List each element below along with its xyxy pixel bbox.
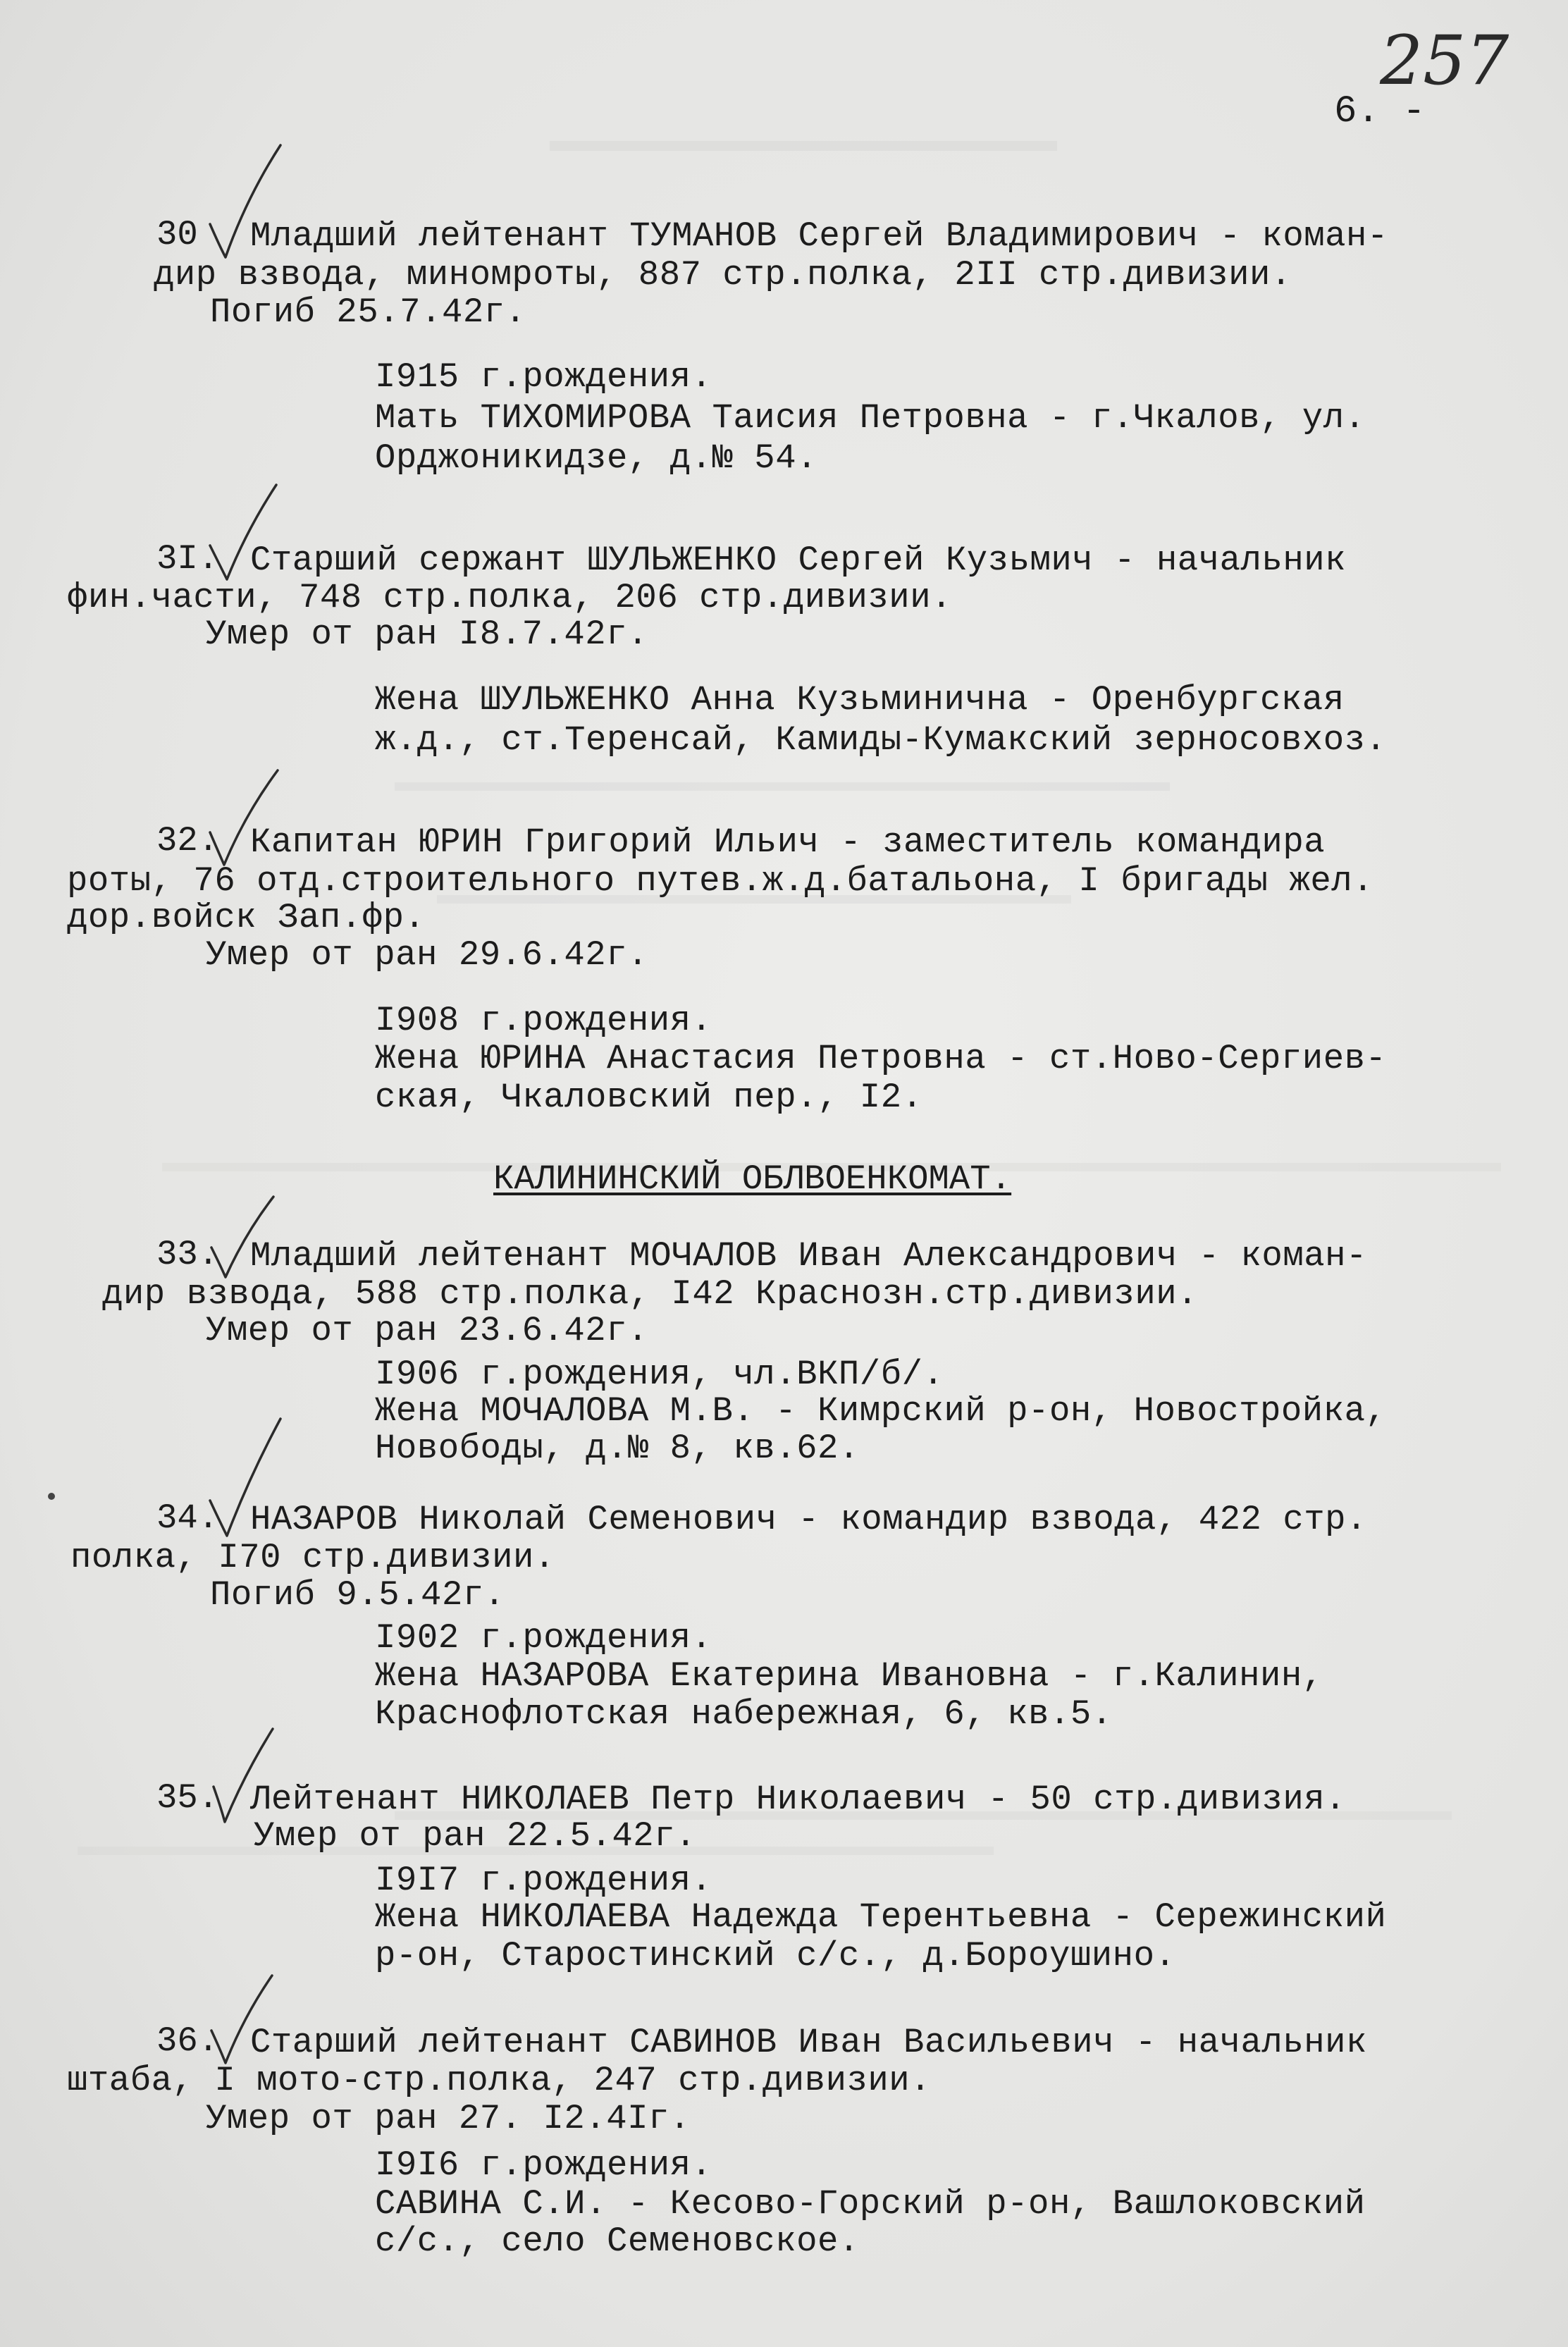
section-heading: КАЛИНИНСКИЙ ОБЛВОЕНКОМАТ. (493, 1159, 1012, 1199)
entry-line: Жена ШУЛЬЖЕНКО Анна Кузьминична - Оренбургская (375, 680, 1345, 720)
entry-line: I9I7 г.рождения. (375, 1861, 712, 1900)
entry-line: Старший сержант ШУЛЬЖЕНКО Сергей Кузьмич - начальник (250, 541, 1347, 580)
entry-line: I906 г.рождения, чл.ВКП/б/. (375, 1355, 944, 1394)
entry-number: 34. (156, 1498, 219, 1538)
entry-line: I915 г.рождения. (375, 357, 712, 397)
entry-line: Умер от ран 23.6.42г. (206, 1311, 649, 1350)
entry-line: Краснофлотская набережная, 6, кв.5. (375, 1694, 1113, 1734)
folio-number: 257 (1380, 21, 1510, 100)
entry-line: I908 г.рождения. (375, 1001, 712, 1040)
entry-line: Орджоникидзе, д.№ 54. (375, 438, 818, 478)
entry-line: НАЗАРОВ Николай Семенович - командир взвода, 422 стр. (250, 1500, 1367, 1539)
entry-line: Младший лейтенант МОЧАЛОВ Иван Александрович - коман- (250, 1236, 1367, 1276)
entry-line: Новободы, д.№ 8, кв.62. (375, 1429, 860, 1468)
entry-line: САВИНА С.И. - Кесово-Горский р-он, Вашлоковский (375, 2184, 1366, 2224)
entry-line: Капитан ЮРИН Григорий Ильич - заместитель командира (250, 823, 1326, 862)
entry-line: Жена ЮРИНА Анастасия Петровна - ст.Ново-Сергиев- (375, 1039, 1387, 1078)
entry-number: 32. (156, 821, 219, 861)
entry-line: Мать ТИХОМИРОВА Таисия Петровна - г.Чкалов, ул. (375, 398, 1366, 438)
entry-line: Умер от ран 27. I2.4Iг. (206, 2099, 691, 2138)
stray-mark (48, 1493, 55, 1500)
entry-line: р-он, Старостинский с/с., д.Бороушино. (375, 1936, 1176, 1976)
entry-line: I9I6 г.рождения. (375, 2145, 712, 2185)
entry-line: Лейтенант НИКОЛАЕВ Петр Николаевич - 50 стр.дивизия. (250, 1780, 1347, 1819)
entry-line: Погиб 25.7.42г. (210, 292, 526, 332)
entry-line: с/с., село Семеновское. (375, 2222, 860, 2261)
entry-line: ж.д., ст.Теренсай, Камиды-Кумакский зерносовхоз. (375, 720, 1387, 760)
entry-line: Жена НАЗАРОВА Екатерина Ивановна - г.Калинин, (375, 1656, 1323, 1696)
entry-line: Старший лейтенант САВИНОВ Иван Васильевич - начальник (250, 2023, 1367, 2062)
entry-line: полка, I70 стр.дивизии. (70, 1538, 555, 1577)
entry-line: Жена НИКОЛАЕВА Надежда Терентьевна - Сережинский (375, 1897, 1387, 1937)
entry-number: 30 (156, 215, 198, 254)
entry-line: дир взвода, 588 стр.полка, I42 Краснозн.стр.дивизии. (102, 1274, 1199, 1314)
entry-line: Умер от ран I8.7.42г. (206, 615, 649, 654)
entry-line: Погиб 9.5.42г. (210, 1575, 505, 1615)
entry-line: I902 г.рождения. (375, 1618, 712, 1658)
entry-line: Младший лейтенант ТУМАНОВ Сергей Владимирович - коман- (250, 216, 1388, 256)
entry-number: 36. (156, 2021, 219, 2061)
entry-number: 3I. (156, 539, 219, 579)
entry-line: фин.части, 748 стр.полка, 206 стр.дивизии. (67, 578, 953, 617)
entry-line: Жена МОЧАЛОВА М.В. - Кимрский р-он, Новостройка, (375, 1391, 1387, 1431)
entry-line: штаба, I мото-стр.полка, 247 стр.дивизии. (67, 2061, 932, 2100)
entry-line: Умер от ран 22.5.42г. (254, 1816, 697, 1856)
entry-line: ская, Чкаловский пер., I2. (375, 1078, 923, 1117)
entry-line: Умер от ран 29.6.42г. (206, 935, 649, 975)
page-number: 6. - (1334, 90, 1426, 133)
entry-number: 33. (156, 1235, 219, 1274)
entry-line: дир взвода, миномроты, 887 стр.полка, 2II стр.дивизии. (154, 255, 1292, 295)
entry-line: роты, 76 отд.строительного путев.ж.д.батальона, I бригады жел. (67, 861, 1374, 901)
entry-line: дор.войск Зап.фр. (67, 898, 426, 937)
entry-number: 35. (156, 1778, 219, 1818)
